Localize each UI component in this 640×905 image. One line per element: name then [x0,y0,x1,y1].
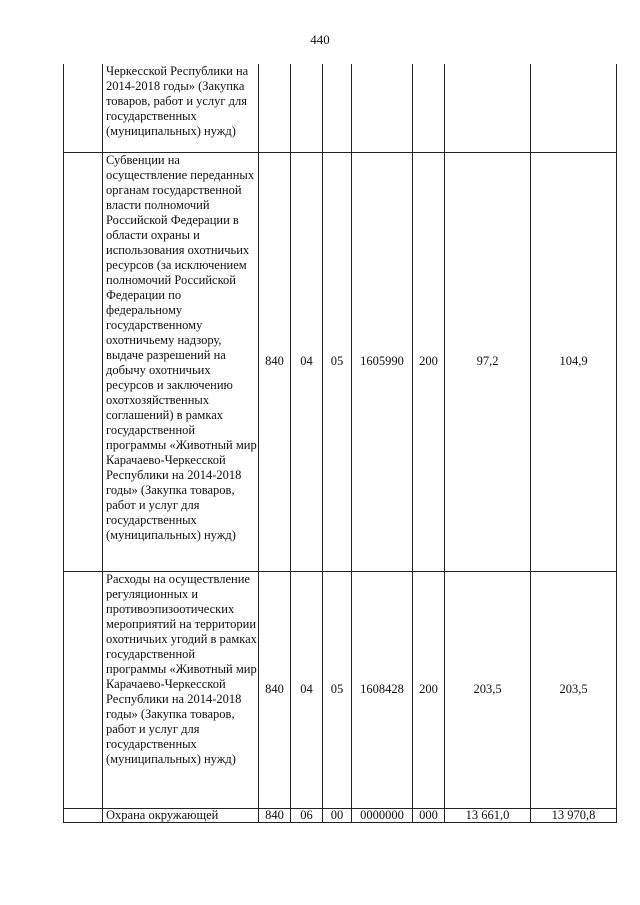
amount-2017: 104,9 [531,152,617,571]
section-code: 04 [291,571,323,808]
row-description-text: Расходы на осуществление регуляционных и противоэпизоотических мероприятий на территории охотничьих угодий в рамках государственной программы «Животный мир Карачаево-Черкесской Республики на 2014-2018 годы» (Закупка товаров, работ и услуг для государственных (муниципальных) нужд) [106,571,257,766]
table-row [64,64,617,152]
row-description [103,64,259,152]
section-code [291,64,323,152]
blank-cell [64,571,103,808]
target-article-code: 1605990 [352,152,413,571]
section-code: 06 [291,808,323,822]
blank-cell [64,808,103,822]
expense-type-code: 200 [413,152,445,571]
table-row [64,152,617,571]
table-row [64,571,617,808]
row-description [103,571,259,808]
blank-cell [64,152,103,571]
subsection-code: 05 [323,152,352,571]
amount-2017: 203,5 [531,571,617,808]
target-article-code: 1608428 [352,571,413,808]
subsection-code: 05 [323,571,352,808]
expense-type-code [413,64,445,152]
amount-2016: 97,2 [445,152,531,571]
amount-2017: 13 970,8 [531,808,617,822]
ministry-code: 840 [259,152,291,571]
ministry-code: 840 [259,808,291,822]
section-code: 04 [291,152,323,571]
subsection-code: 00 [323,808,352,822]
amount-2017 [531,64,617,152]
row-description-text: Черкесской Республики на 2014-2018 годы» (Закупка товаров, работ и услуг для государственных (муниципальных) нужд) [106,64,249,138]
amount-2016: 203,5 [445,571,531,808]
target-article-code: 0000000 [352,808,413,822]
expense-type-code: 000 [413,808,445,822]
target-article-code [352,64,413,152]
ministry-code: 840 [259,571,291,808]
budget-table [63,64,617,823]
row-description [103,808,259,822]
table-row [64,808,617,822]
amount-2016: 13 661,0 [445,808,531,822]
page-number: 440 [310,32,330,47]
blank-cell [64,64,103,152]
row-description-text: Охрана окружающей [106,807,219,822]
row-description [103,152,259,571]
row-description-text: Субвенции на осуществление переданных органам государственной власти полномочий Российской Федерации в области охраны и использования охотничьих ресурсов (за исключением полномочий Российской Федерации по федеральному государственному охотничьему надзору, выдаче разрешений на добычу охотничьих ресурсов и заключению охотхозяйственных соглашений) в рамках государственной программы «Животный мир Карачаево-Черкесской Республики на 2014-2018 годы» (Закупка товаров, работ и услуг для государственных (муниципальных) нужд) [106,152,257,542]
ministry-code [259,64,291,152]
subsection-code [323,64,352,152]
amount-2016 [445,64,531,152]
expense-type-code: 200 [413,571,445,808]
